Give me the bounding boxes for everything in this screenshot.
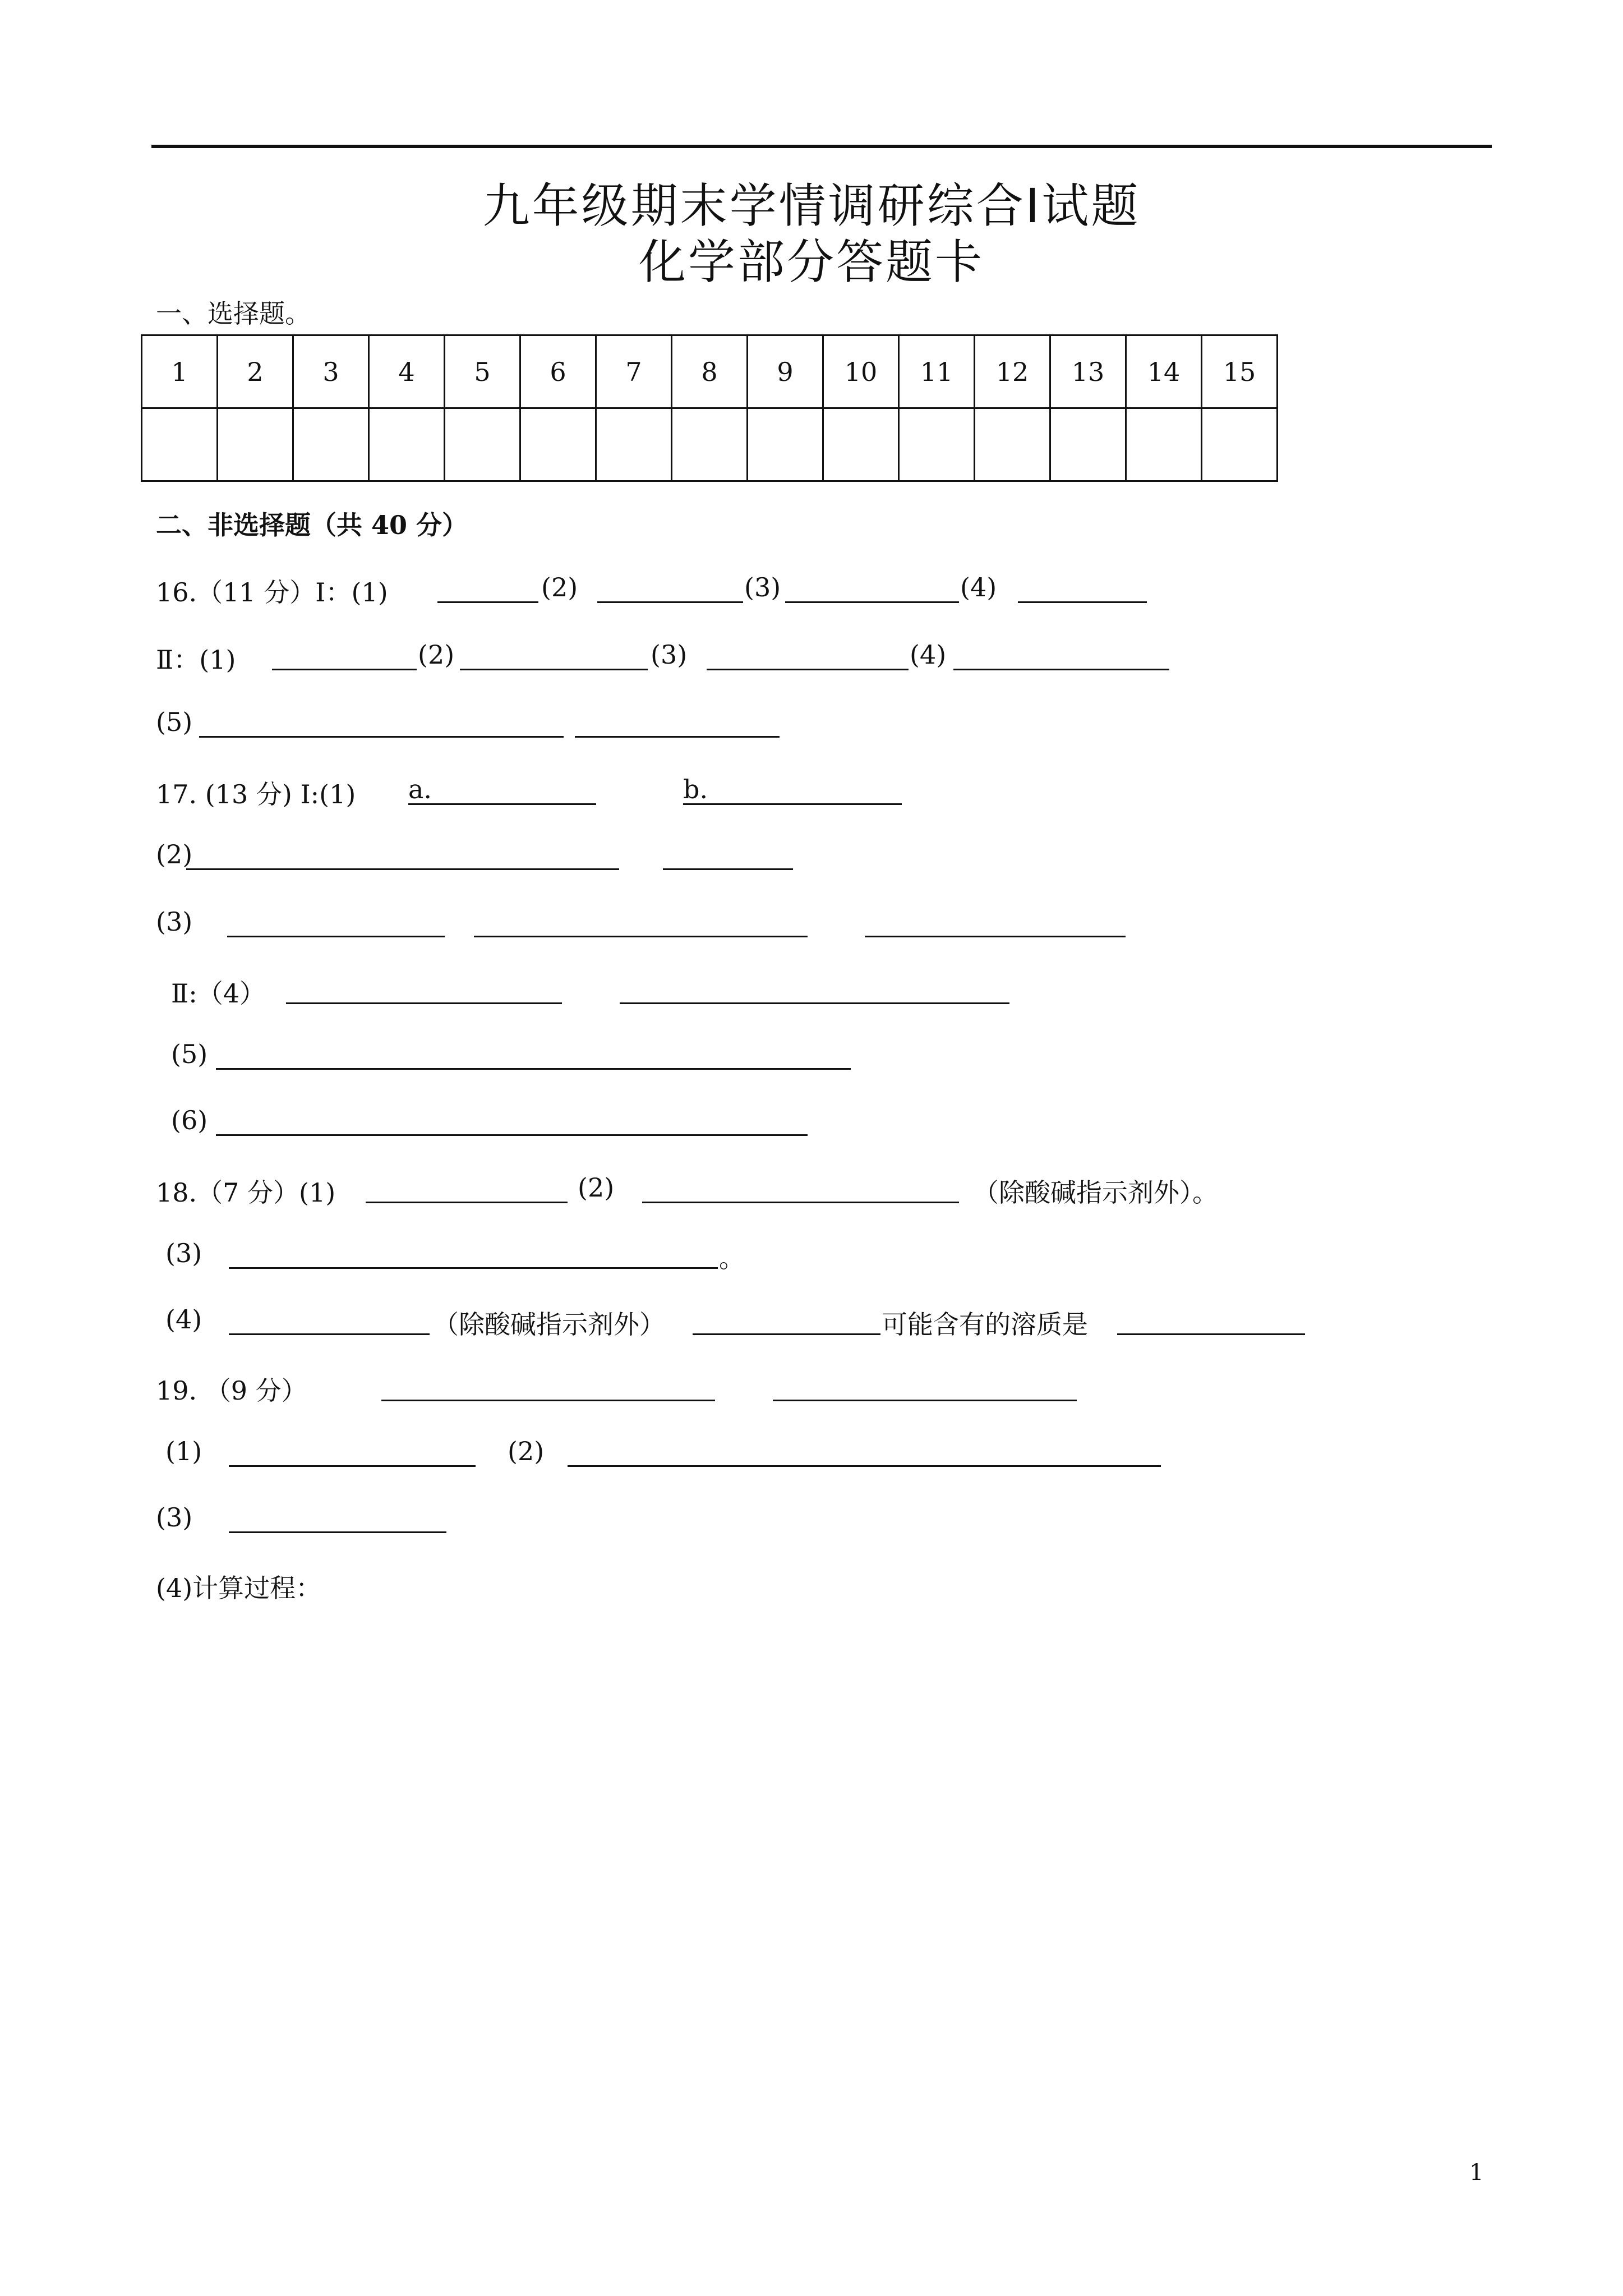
answer-cell[interactable] xyxy=(445,408,520,481)
answer-blank[interactable] xyxy=(216,1068,851,1070)
answer-cell[interactable] xyxy=(1202,408,1278,481)
answer-blank[interactable] xyxy=(1018,601,1147,603)
answer-cell[interactable] xyxy=(142,408,218,481)
q18-note2: （除酸碱指示剂外） xyxy=(433,1309,665,1340)
answer-cell[interactable] xyxy=(520,408,596,481)
q17-blank-b-label: b. xyxy=(683,774,708,804)
answer-blank[interactable] xyxy=(272,669,417,670)
answer-cell[interactable] xyxy=(1050,408,1126,481)
answer-blank[interactable] xyxy=(663,868,793,870)
q19-line3-label: (3) xyxy=(156,1502,193,1533)
answer-cell[interactable] xyxy=(672,408,748,481)
page-subtitle: 化学部分答题卡 xyxy=(638,234,984,289)
q17-line5-label: (5) xyxy=(171,1039,208,1069)
q18-line2-end: 。 xyxy=(719,1243,745,1273)
q19-line2-label: (1) xyxy=(165,1436,202,1466)
answer-cell[interactable] xyxy=(293,408,369,481)
q17-line1-label: 17. (13 分) Ⅰ:(1) xyxy=(156,779,356,809)
answer-cell[interactable] xyxy=(1126,408,1202,481)
answer-blank[interactable] xyxy=(575,736,780,738)
answer-blank[interactable] xyxy=(865,936,1126,937)
answer-cell[interactable] xyxy=(596,408,672,481)
question-number-cell: 8 xyxy=(672,335,748,408)
question-number-cell: 10 xyxy=(823,335,899,408)
answer-row xyxy=(142,408,1278,481)
answer-blank[interactable] xyxy=(474,936,808,937)
answer-cell[interactable] xyxy=(975,408,1050,481)
question-number-cell: 12 xyxy=(975,335,1050,408)
question-number-row xyxy=(142,335,1278,408)
q17-line6-label: (6) xyxy=(171,1105,208,1135)
q18-line3-label: (4) xyxy=(165,1304,202,1335)
q17-blank-a-label: a. xyxy=(408,774,432,804)
answer-blank[interactable] xyxy=(227,936,445,937)
answer-blank[interactable] xyxy=(642,1202,959,1203)
header-rule xyxy=(151,145,1492,148)
q19-calculation-label: (4)计算过程： xyxy=(156,1573,322,1603)
answer-blank[interactable] xyxy=(785,601,959,603)
answer-cell[interactable] xyxy=(748,408,823,481)
answer-cell[interactable] xyxy=(899,408,975,481)
answer-blank[interactable] xyxy=(568,1465,1161,1467)
question-number-cell: 2 xyxy=(218,335,293,408)
answer-blank[interactable] xyxy=(229,1267,718,1269)
answer-blank[interactable] xyxy=(460,669,648,670)
page-title: 九年级期末学情调研综合Ⅰ试题 xyxy=(482,178,1141,233)
question-number-cell: 14 xyxy=(1126,335,1202,408)
answer-blank[interactable] xyxy=(693,1333,880,1335)
answer-blank[interactable] xyxy=(707,669,909,670)
answer-cell[interactable] xyxy=(369,408,445,481)
q16-ii-part2-label: (2) xyxy=(418,639,455,670)
answer-blank[interactable] xyxy=(620,1002,1009,1004)
answer-blank[interactable] xyxy=(597,601,743,603)
answer-blank[interactable] xyxy=(773,1400,1077,1401)
answer-blank[interactable] xyxy=(408,803,596,805)
answer-blank[interactable] xyxy=(1117,1333,1305,1335)
answer-blank[interactable] xyxy=(683,803,902,805)
q16-ii-part4-label: (4) xyxy=(910,639,947,670)
answer-blank[interactable] xyxy=(186,868,619,870)
question-number-cell: 7 xyxy=(596,335,672,408)
question-number-cell: 4 xyxy=(369,335,445,408)
q16-line3-label: (5) xyxy=(156,707,193,737)
q18-part2-label: (2) xyxy=(578,1172,615,1203)
answer-blank[interactable] xyxy=(381,1400,715,1401)
section1-heading: 一、选择题。 xyxy=(156,298,311,329)
answer-blank[interactable] xyxy=(366,1202,568,1203)
answer-blank[interactable] xyxy=(216,1134,808,1136)
q17-line3-label: (3) xyxy=(156,907,193,937)
q18-solute-text: 可能含有的溶质是 xyxy=(882,1309,1088,1340)
multiple-choice-answer-table xyxy=(141,334,1278,482)
q17-line2-label: (2) xyxy=(156,839,193,869)
q19-part2-label: (2) xyxy=(508,1436,545,1466)
question-number-cell: 3 xyxy=(293,335,369,408)
question-number-cell: 15 xyxy=(1202,335,1278,408)
question-number-cell: 5 xyxy=(445,335,520,408)
answer-blank[interactable] xyxy=(229,1465,476,1467)
page-number: 1 xyxy=(1469,2160,1484,2185)
q19-line1-label: 19. （9 分） xyxy=(156,1375,307,1406)
answer-blank[interactable] xyxy=(437,601,538,603)
answer-cell[interactable] xyxy=(218,408,293,481)
question-number-cell: 6 xyxy=(520,335,596,408)
answer-cell[interactable] xyxy=(823,408,899,481)
question-number-cell: 9 xyxy=(748,335,823,408)
q16-ii-part3-label: (3) xyxy=(651,639,688,670)
answer-blank[interactable] xyxy=(199,736,564,738)
q18-line2-label: (3) xyxy=(165,1238,202,1268)
q16-part4-label: (4) xyxy=(960,572,997,602)
question-number-cell: 13 xyxy=(1050,335,1126,408)
q16-part2-label: (2) xyxy=(541,572,578,602)
answer-blank[interactable] xyxy=(286,1002,562,1004)
q16-line2-label: Ⅱ：(1) xyxy=(156,645,236,675)
q18-note: （除酸碱指示剂外）。 xyxy=(973,1177,1218,1208)
answer-blank[interactable] xyxy=(229,1333,430,1335)
question-number-cell: 11 xyxy=(899,335,975,408)
q18-line1-label: 18.（7 分）(1) xyxy=(156,1177,336,1208)
q16-line1-label: 16.（11 分）Ⅰ：(1) xyxy=(156,577,388,608)
answer-blank[interactable] xyxy=(953,669,1169,670)
section2-heading: 二、非选择题（共 40 分） xyxy=(156,510,468,540)
q16-part3-label: (3) xyxy=(744,572,781,602)
answer-blank[interactable] xyxy=(229,1531,446,1533)
question-number-cell: 1 xyxy=(142,335,218,408)
q17-line4-label: Ⅱ:（4） xyxy=(171,978,266,1009)
